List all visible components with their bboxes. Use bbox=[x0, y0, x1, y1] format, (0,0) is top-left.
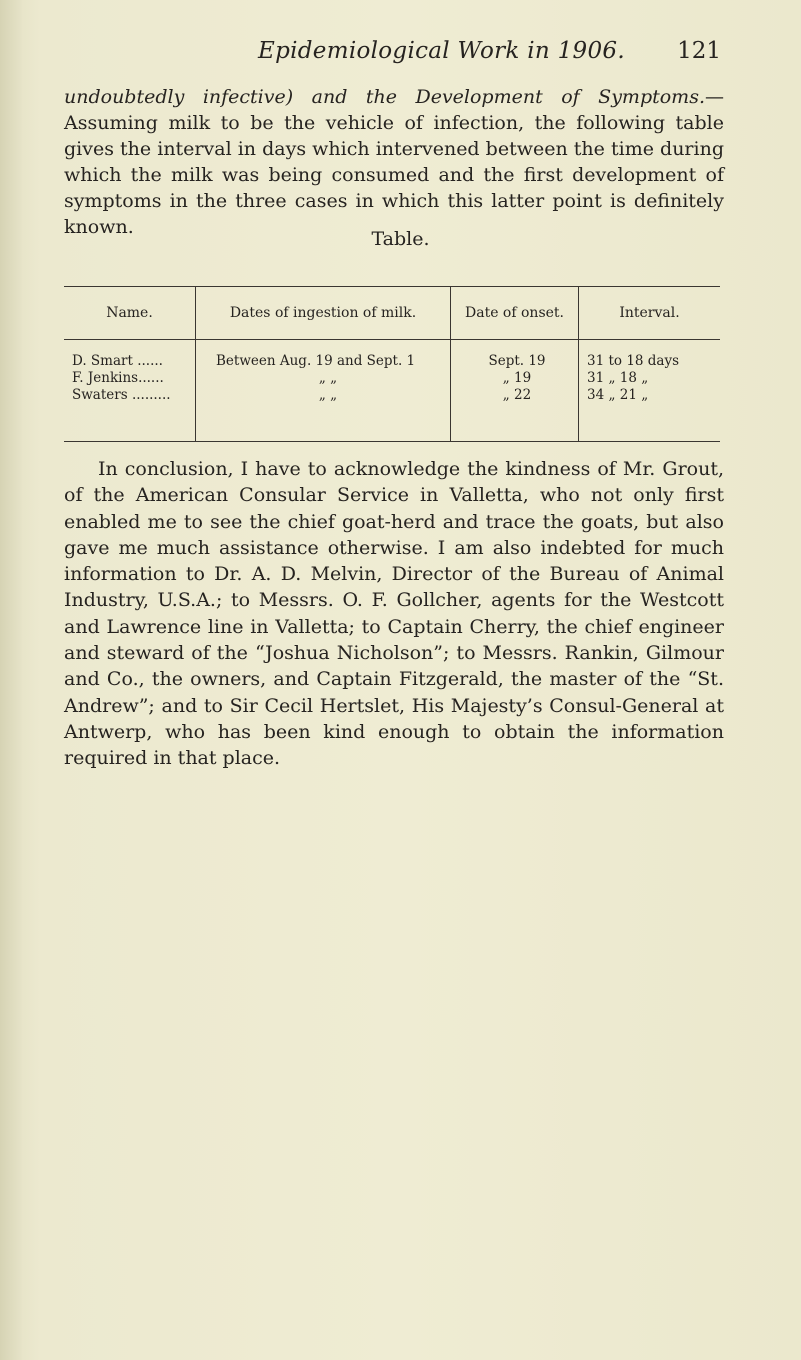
header-dates: Dates of ingestion of milk. bbox=[229, 305, 417, 321]
page-number: 121 bbox=[677, 38, 721, 64]
intro-lead-italic: undoubtedly infective) and the Development of Symptoms. bbox=[64, 86, 705, 108]
table-caption: Table. bbox=[371, 228, 430, 250]
interval-table bbox=[64, 286, 720, 442]
conclusion-paragraph: In conclusion, I have to acknowledge the kindness of Mr. Grout, of the American Consular Service in Valletta, who not only first enabled me to see the chief goat-herd and trace the goats, but also gave me much assistance otherwise. I am also indebted for much information to Dr. A. D. Melvin, Director of the Bureau of Animal Industry, U.S.A.; to Messrs. O. F. Gollcher, agents for the Westcott and Lawrence line in Valletta; to Captain Cherry, the chief engineer and steward of the “Joshua Nicholson”; to Messrs. Rankin, Gilmour and Co., the owners, and Captain Fitzgerald, the master of the “St. Andrew”; and to Sir Cecil Hertslet, His Majesty’s Consul-General at Antwerp, who has been kind enough to obtain the information required in that place. bbox=[64, 458, 724, 770]
cell-onset: „ 19 bbox=[502, 370, 532, 386]
cell-name: D. Smart ...... bbox=[72, 353, 163, 369]
cell-interval: 31 „ 18 „ bbox=[587, 370, 649, 386]
intro-paragraph bbox=[64, 84, 724, 240]
cell-dates: „ „ bbox=[318, 370, 338, 386]
table-row bbox=[64, 370, 720, 387]
cell-onset: „ 22 bbox=[502, 387, 532, 403]
cell-interval: 31 to 18 days bbox=[587, 353, 680, 369]
cell-dates: Between Aug. 19 and Sept. 1 bbox=[216, 353, 416, 369]
table-header-rule bbox=[64, 339, 720, 340]
cell-onset: Sept. 19 bbox=[488, 353, 546, 369]
table-row bbox=[64, 353, 720, 370]
running-header bbox=[0, 38, 801, 70]
table-body bbox=[64, 353, 720, 404]
cell-interval: 34 „ 21 „ bbox=[587, 387, 649, 403]
page-gutter bbox=[0, 0, 22, 1360]
cell-name: F. Jenkins...... bbox=[72, 370, 164, 386]
cell-dates: „ „ bbox=[318, 387, 338, 403]
header-onset: Date of onset. bbox=[465, 305, 564, 321]
intro-text: —Assuming milk to be the vehicle of infection, the following table gives the interval in days which intervened between the time during which the milk was being consumed and the first development of symptoms in the three cases in which this latter point is definitely known. bbox=[64, 86, 724, 238]
running-title: Epidemiological Work in 1906. bbox=[258, 38, 625, 64]
header-name: Name. bbox=[106, 305, 153, 321]
cell-name: Swaters ......... bbox=[72, 387, 171, 403]
table-row bbox=[64, 387, 720, 404]
header-interval: Interval. bbox=[619, 305, 680, 321]
